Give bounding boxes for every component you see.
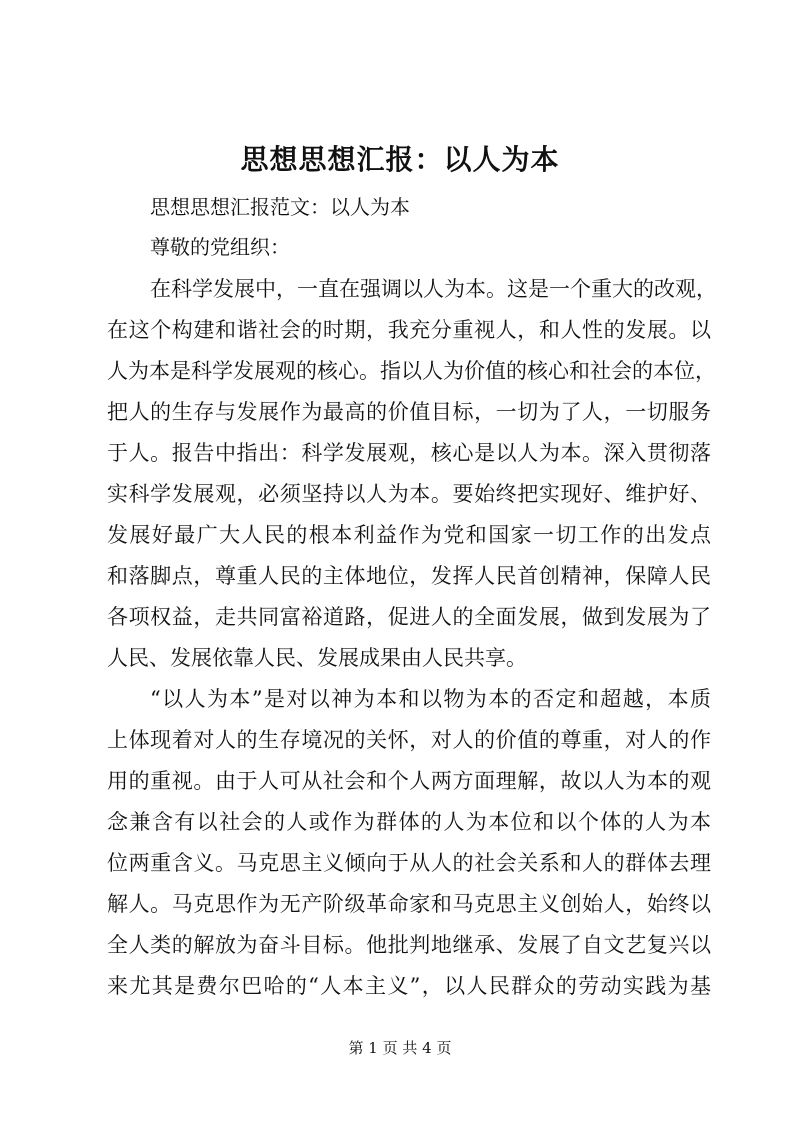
paragraph-line: “以人为本”是对以神为本和以物为本的否定和超越，本质 xyxy=(150,687,711,711)
paragraph-line: 和落脚点，尊重人民的主体地位，发挥人民首创精神，保障人民 xyxy=(107,564,711,588)
salutation: 尊敬的党组织： xyxy=(150,235,290,259)
paragraph-line: 上体现着对人的生存境况的关怀，对人的价值的尊重，对人的作 xyxy=(107,728,711,752)
paragraph-line: 解人。马克思作为无产阶级革命家和马克思主义创始人，始终以 xyxy=(107,892,711,916)
document-title: 思想思想汇报：以人为本 xyxy=(240,143,560,176)
paragraph-line: 全人类的解放为奋斗目标。他批判地继承、发展了自文艺复兴以 xyxy=(107,933,711,957)
paragraph-line: 念兼含有以社会的人或作为群体的人为本位和以个体的人为本 xyxy=(107,810,711,834)
paragraph-line: 在科学发展中，一直在强调以人为本。这是一个重大的改观， xyxy=(150,277,717,301)
paragraph-line: 在这个构建和谐社会的时期，我充分重视人，和人性的发展。以 xyxy=(107,318,711,342)
paragraph-line: 实科学发展观，必须坚持以人为本。要始终把实现好、维护好、 xyxy=(107,482,711,506)
paragraph-line: 位两重含义。马克思主义倾向于从人的社会关系和人的群体去理 xyxy=(107,851,711,875)
paragraph-line: 把人的生存与发展作为最高的价值目标，一切为了人，一切服务 xyxy=(107,400,711,424)
document-subtitle: 思想思想汇报范文：以人为本 xyxy=(150,195,410,219)
paragraph-line: 来尤其是费尔巴哈的“人本主义”，以人民群众的劳动实践为基 xyxy=(107,974,711,998)
paragraph-line: 各项权益，走共同富裕道路，促进人的全面发展，做到发展为了 xyxy=(107,605,711,629)
paragraph-line: 于人。报告中指出：科学发展观，核心是以人为本。深入贯彻落 xyxy=(107,441,711,465)
paragraph-line: 人为本是科学发展观的核心。指以人为价值的核心和社会的本位， xyxy=(107,359,716,383)
paragraph-line: 用的重视。由于人可从社会和个人两方面理解，故以人为本的观 xyxy=(107,769,711,793)
paragraph-line: 人民、发展依靠人民、发展成果由人民共享。 xyxy=(107,646,527,670)
page-number: 第 1 页 共 4 页 xyxy=(348,1039,452,1057)
paragraph-line: 发展好最广大人民的根本利益作为党和国家一切工作的出发点 xyxy=(107,523,711,547)
